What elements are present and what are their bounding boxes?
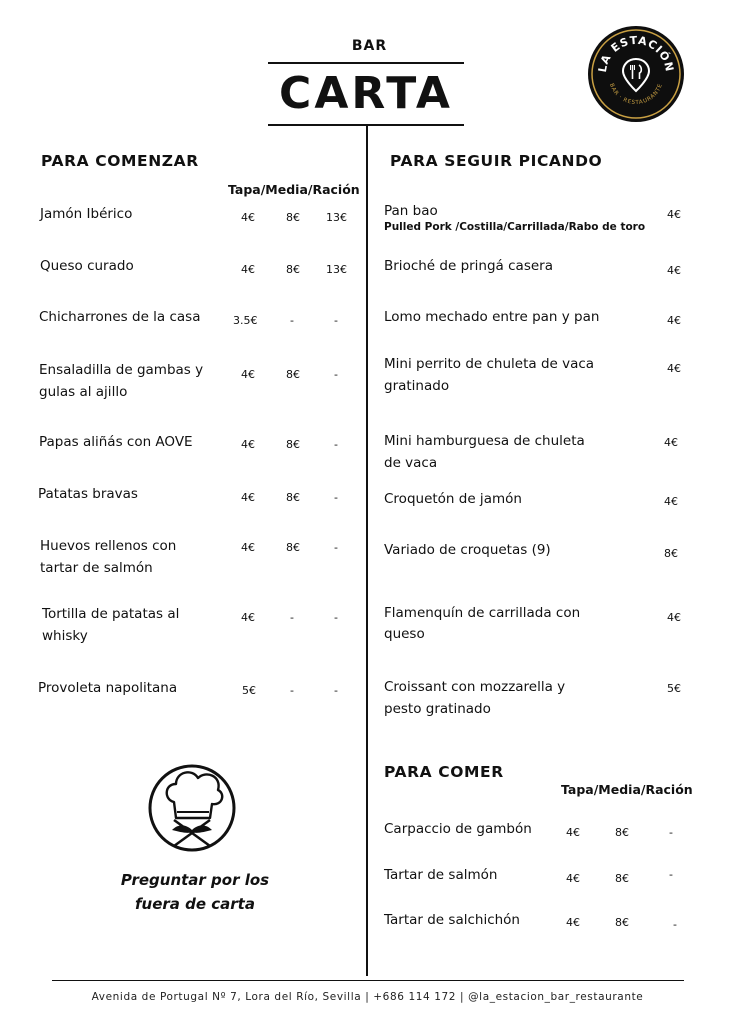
menu-item-name: Jamón Ibérico (40, 206, 133, 222)
menu-item-name-line2: tartar de salmón (40, 560, 153, 576)
price-media: 8€ (286, 491, 300, 504)
price: 4€ (667, 314, 681, 327)
menu-item-name-line2: queso (384, 626, 425, 642)
menu-item-name-line2: de vaca (384, 455, 438, 471)
price-racion: - (673, 918, 677, 931)
price-tapa: 5€ (242, 684, 256, 697)
menu-item-name-line2: whisky (42, 628, 88, 644)
menu-item-name: Mini hamburguesa de chuleta (384, 433, 585, 449)
price-tapa: 4€ (241, 541, 255, 554)
price: 4€ (667, 264, 681, 277)
price-racion: - (334, 314, 338, 327)
price: 4€ (664, 436, 678, 449)
column-header: Tapa/Media/Ración (561, 782, 693, 797)
off-menu-note: Preguntar por los fuera de carta (120, 871, 270, 913)
svg-text:BAR · RESTAURANTE: BAR · RESTAURANTE (607, 82, 665, 107)
price-media: 8€ (286, 211, 300, 224)
price-racion: - (334, 368, 338, 381)
price-racion: 13€ (326, 211, 347, 224)
price: 4€ (664, 495, 678, 508)
price-tapa: 4€ (566, 826, 580, 839)
menu-item-name: Tartar de salchichón (384, 912, 520, 928)
price-media: 8€ (286, 263, 300, 276)
price: 4€ (667, 208, 681, 221)
menu-item-name: Tartar de salmón (384, 867, 498, 883)
price-racion: - (334, 491, 338, 504)
price-tapa: 4€ (566, 872, 580, 885)
section-title-para-comer: PARA COMER (384, 763, 504, 781)
price-racion: - (669, 826, 673, 839)
menu-item-name: Huevos rellenos con (40, 538, 177, 554)
price-tapa: 4€ (241, 611, 255, 624)
footer-divider (52, 980, 684, 981)
menu-item-name: Provoleta napolitana (38, 680, 178, 696)
price-tapa: 4€ (241, 211, 255, 224)
price-racion: - (334, 438, 338, 451)
price-tapa: 3.5€ (233, 314, 258, 327)
menu-item-name: Chicharrones de la casa (39, 309, 201, 325)
la-estacion-logo (587, 25, 685, 123)
price-media: 8€ (286, 438, 300, 451)
section-title-para-comenzar: PARA COMENZAR (41, 152, 199, 170)
price-tapa: 4€ (241, 438, 255, 451)
menu-item-name: Mini perrito de chuleta de vaca (384, 356, 595, 372)
footer-address: Avenida de Portugal Nº 7, Lora del Río, Sevilla | +686 114 172 | @la_estacion_bar_restaurante (91, 991, 644, 1003)
price-media: 8€ (615, 826, 629, 839)
section-title-para-seguir-picando: PARA SEGUIR PICANDO (390, 152, 603, 170)
price-tapa: 4€ (241, 491, 255, 504)
price-media: 8€ (615, 916, 629, 929)
menu-item-name: Papas aliñás con AOVE (39, 434, 193, 450)
price-media: 8€ (615, 872, 629, 885)
page-title: CARTA (268, 62, 464, 126)
svg-text:LA ESTACIÓN: LA ESTACIÓN (595, 33, 677, 74)
price-media: 8€ (286, 368, 300, 381)
menu-item-name: Patatas bravas (38, 486, 138, 502)
price: 8€ (664, 547, 678, 560)
price-tapa: 4€ (241, 368, 255, 381)
price: 5€ (667, 682, 681, 695)
menu-item-name: Brioché de pringá casera (384, 258, 553, 274)
menu-item-name: Pan bao (384, 203, 438, 219)
price-racion: - (334, 684, 338, 697)
price-media: 8€ (286, 541, 300, 554)
price-tapa: 4€ (566, 916, 580, 929)
menu-item-name: Croquetón de jamón (384, 491, 522, 507)
menu-item-variants: Pulled Pork /Costilla/Carrillada/Rabo de toro (384, 221, 646, 233)
column-header: Tapa/Media/Ración (228, 182, 360, 197)
price-racion: 13€ (326, 263, 347, 276)
menu-item-name: Croissant con mozzarella y (384, 679, 566, 695)
bar-label: BAR (351, 38, 388, 54)
price: 4€ (667, 362, 681, 375)
menu-item-name-line2: gratinado (384, 378, 450, 394)
menu-item-name: Ensaladilla de gambas y (39, 362, 204, 378)
menu-item-name: Variado de croquetas (9) (384, 542, 551, 558)
menu-item-name: Lomo mechado entre pan y pan (384, 309, 600, 325)
column-divider (366, 126, 368, 976)
price-racion: - (669, 868, 673, 881)
price-media: - (290, 684, 294, 697)
price-media: - (290, 314, 294, 327)
price-racion: - (334, 611, 338, 624)
menu-item-name: Carpaccio de gambón (384, 821, 532, 837)
menu-item-name-line2: gulas al ajillo (39, 384, 128, 400)
menu-item-name-line2: pesto gratinado (384, 701, 491, 717)
chef-hat-mustache-icon (146, 760, 238, 852)
price-tapa: 4€ (241, 263, 255, 276)
menu-item-name: Flamenquín de carrillada con (384, 605, 581, 621)
price-racion: - (334, 541, 338, 554)
menu-item-name: Tortilla de patatas al (42, 606, 180, 622)
price-media: - (290, 611, 294, 624)
menu-item-name: Queso curado (40, 258, 134, 274)
price: 4€ (667, 611, 681, 624)
